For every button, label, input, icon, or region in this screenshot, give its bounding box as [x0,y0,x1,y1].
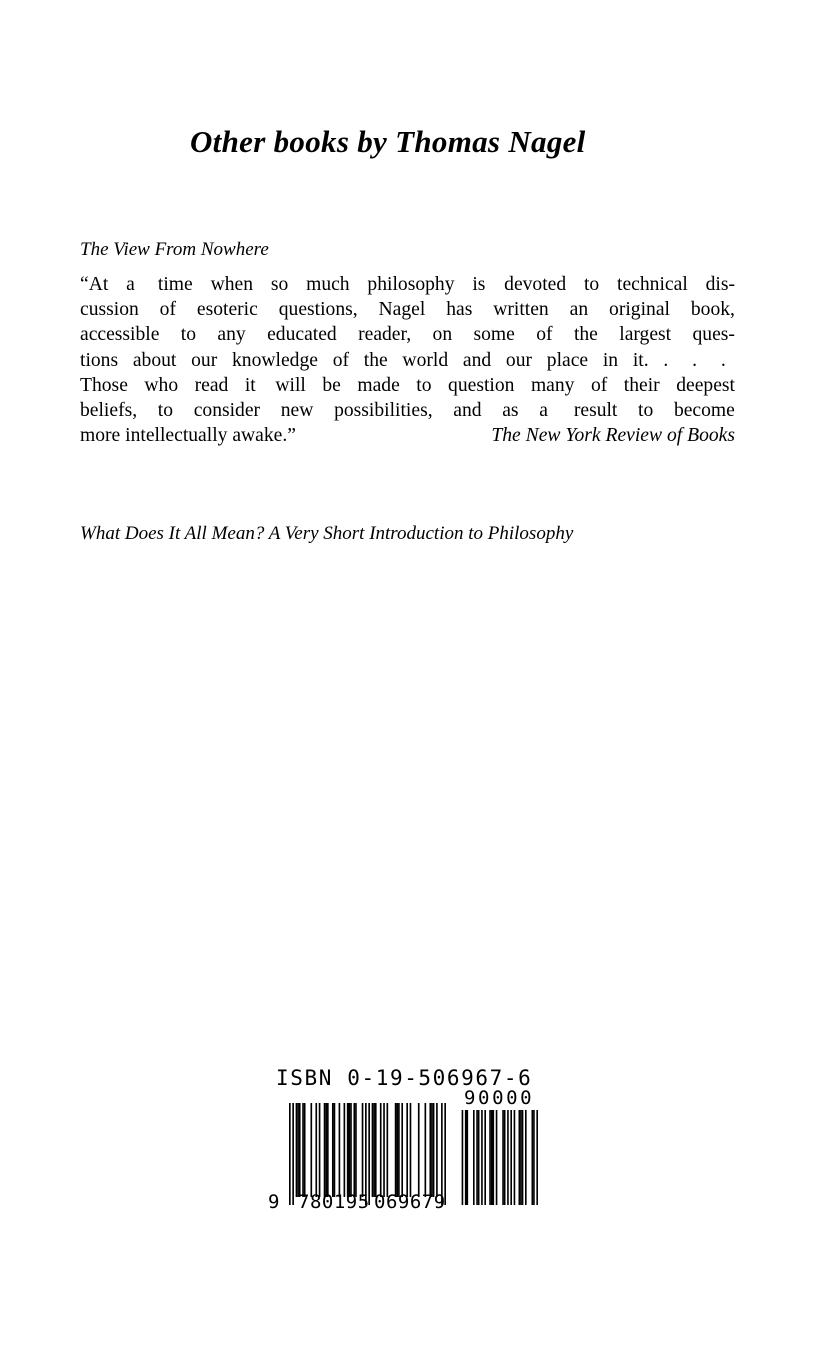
quote-word: has [446,299,473,321]
quote-word: made [357,374,400,396]
quote-attribution: The New York Review of Books [491,425,735,447]
quote-word: Those [80,374,128,396]
quote-word: in [602,349,619,371]
review-quote [80,272,735,448]
ean13-barcode-bars [289,1103,446,1205]
quote-word: philosophy [367,274,455,295]
quote-word: to [157,400,174,422]
quote-word: the [573,324,598,346]
quote-word: our [505,349,533,371]
quote-word: who [144,374,179,396]
quote-word: so [270,274,289,295]
quote-word: their [623,374,660,396]
quote-word: Nagel [378,299,426,321]
book-title: The View From Nowhere [80,239,269,260]
barcode-human-readable [262,1191,552,1213]
quote-line: Those who read it will be made to question many of their deepest [94,373,735,398]
ean13-bars-svg [289,1103,446,1205]
quote-word: devoted [504,274,567,295]
quote-word: when [210,274,254,295]
quote-line [80,297,735,322]
ean-lead-digit: 9 [268,1191,280,1213]
quote-word: questions, [278,299,358,321]
ean-right-group: 069679 [374,1191,446,1213]
book-entry-what-does-it-all-mean [80,522,735,546]
quote-word: tions [80,349,119,371]
quote-word: place [546,349,589,371]
quote-word: ques- [692,324,735,346]
quote-word: read [194,374,229,396]
quote-word: accessible [80,324,160,346]
quote-word: world [402,349,449,371]
quote-last-line [80,423,735,448]
barcode-addon-label: 90000 [464,1087,535,1109]
quote-word: time [157,274,193,295]
quote-word: of [332,349,350,371]
quote-word: our [191,349,218,371]
quote-word: it. [632,349,649,371]
quote-line: beliefs, to consider new possibilities, and as a result to become [94,398,735,423]
quote-word: and [453,400,482,422]
quote-word: much [306,274,350,295]
quote-word: esoteric [196,299,258,321]
isbn-label: ISBN 0-19-506967-6 [276,1066,533,1090]
quote-word: will [275,374,306,396]
quote-word: reader, [358,324,412,346]
quote-word: largest [619,324,672,346]
quote-word: technical [617,274,688,295]
quote-word: new [280,400,314,422]
quote-word: about [132,349,177,371]
ean-left-group: 780195 [298,1191,370,1213]
quote-word: result [573,400,618,422]
quote-line-text: more intellectually awake.” [80,425,296,447]
quote-word: to [583,274,600,295]
quote-word: book, [690,299,735,321]
quote-word: the [363,349,388,371]
quote-line: tions about our knowledge of the world and our place in it. . . . [94,348,735,373]
quote-word: question [448,374,515,396]
quote-word: of [536,324,553,346]
quote-word: of [590,374,608,396]
quote-word: to [180,324,197,346]
quote-word: original [609,299,670,321]
quote-word: deepest [676,374,735,396]
quote-word: any [217,324,246,346]
quote-line: “At a time when so much philosophy is devoted to technical dis- [94,272,735,297]
quote-word: be [322,374,341,396]
quote-line [80,322,735,347]
quote-word: knowledge [231,349,318,371]
page-title: Other books by Thomas Nagel [190,124,586,159]
quote-word: some [473,324,515,346]
quote-word: become [673,400,735,422]
quote-word: to [638,400,654,422]
book-title: What Does It All Mean? A Very Short Introduction to Philosophy [80,523,574,544]
quote-word: cussion [80,299,139,321]
quote-word: on [432,324,453,346]
quote-word: consider [193,400,261,422]
quote-word: possibilities, [334,400,433,422]
quote-word: dis- [705,274,735,295]
quote-word: and [462,349,492,371]
quote-word: as [502,400,519,422]
quote-word: “At [80,274,109,295]
quote-word: many [530,374,575,396]
quote-word: beliefs, [80,400,138,422]
quote-word: to [416,374,432,396]
quote-word: an [569,299,589,321]
quote-word: written [493,299,549,321]
quote-word: of [159,299,176,321]
quote-word: educated [267,324,337,346]
book-entry-view-from-nowhere [80,238,735,448]
